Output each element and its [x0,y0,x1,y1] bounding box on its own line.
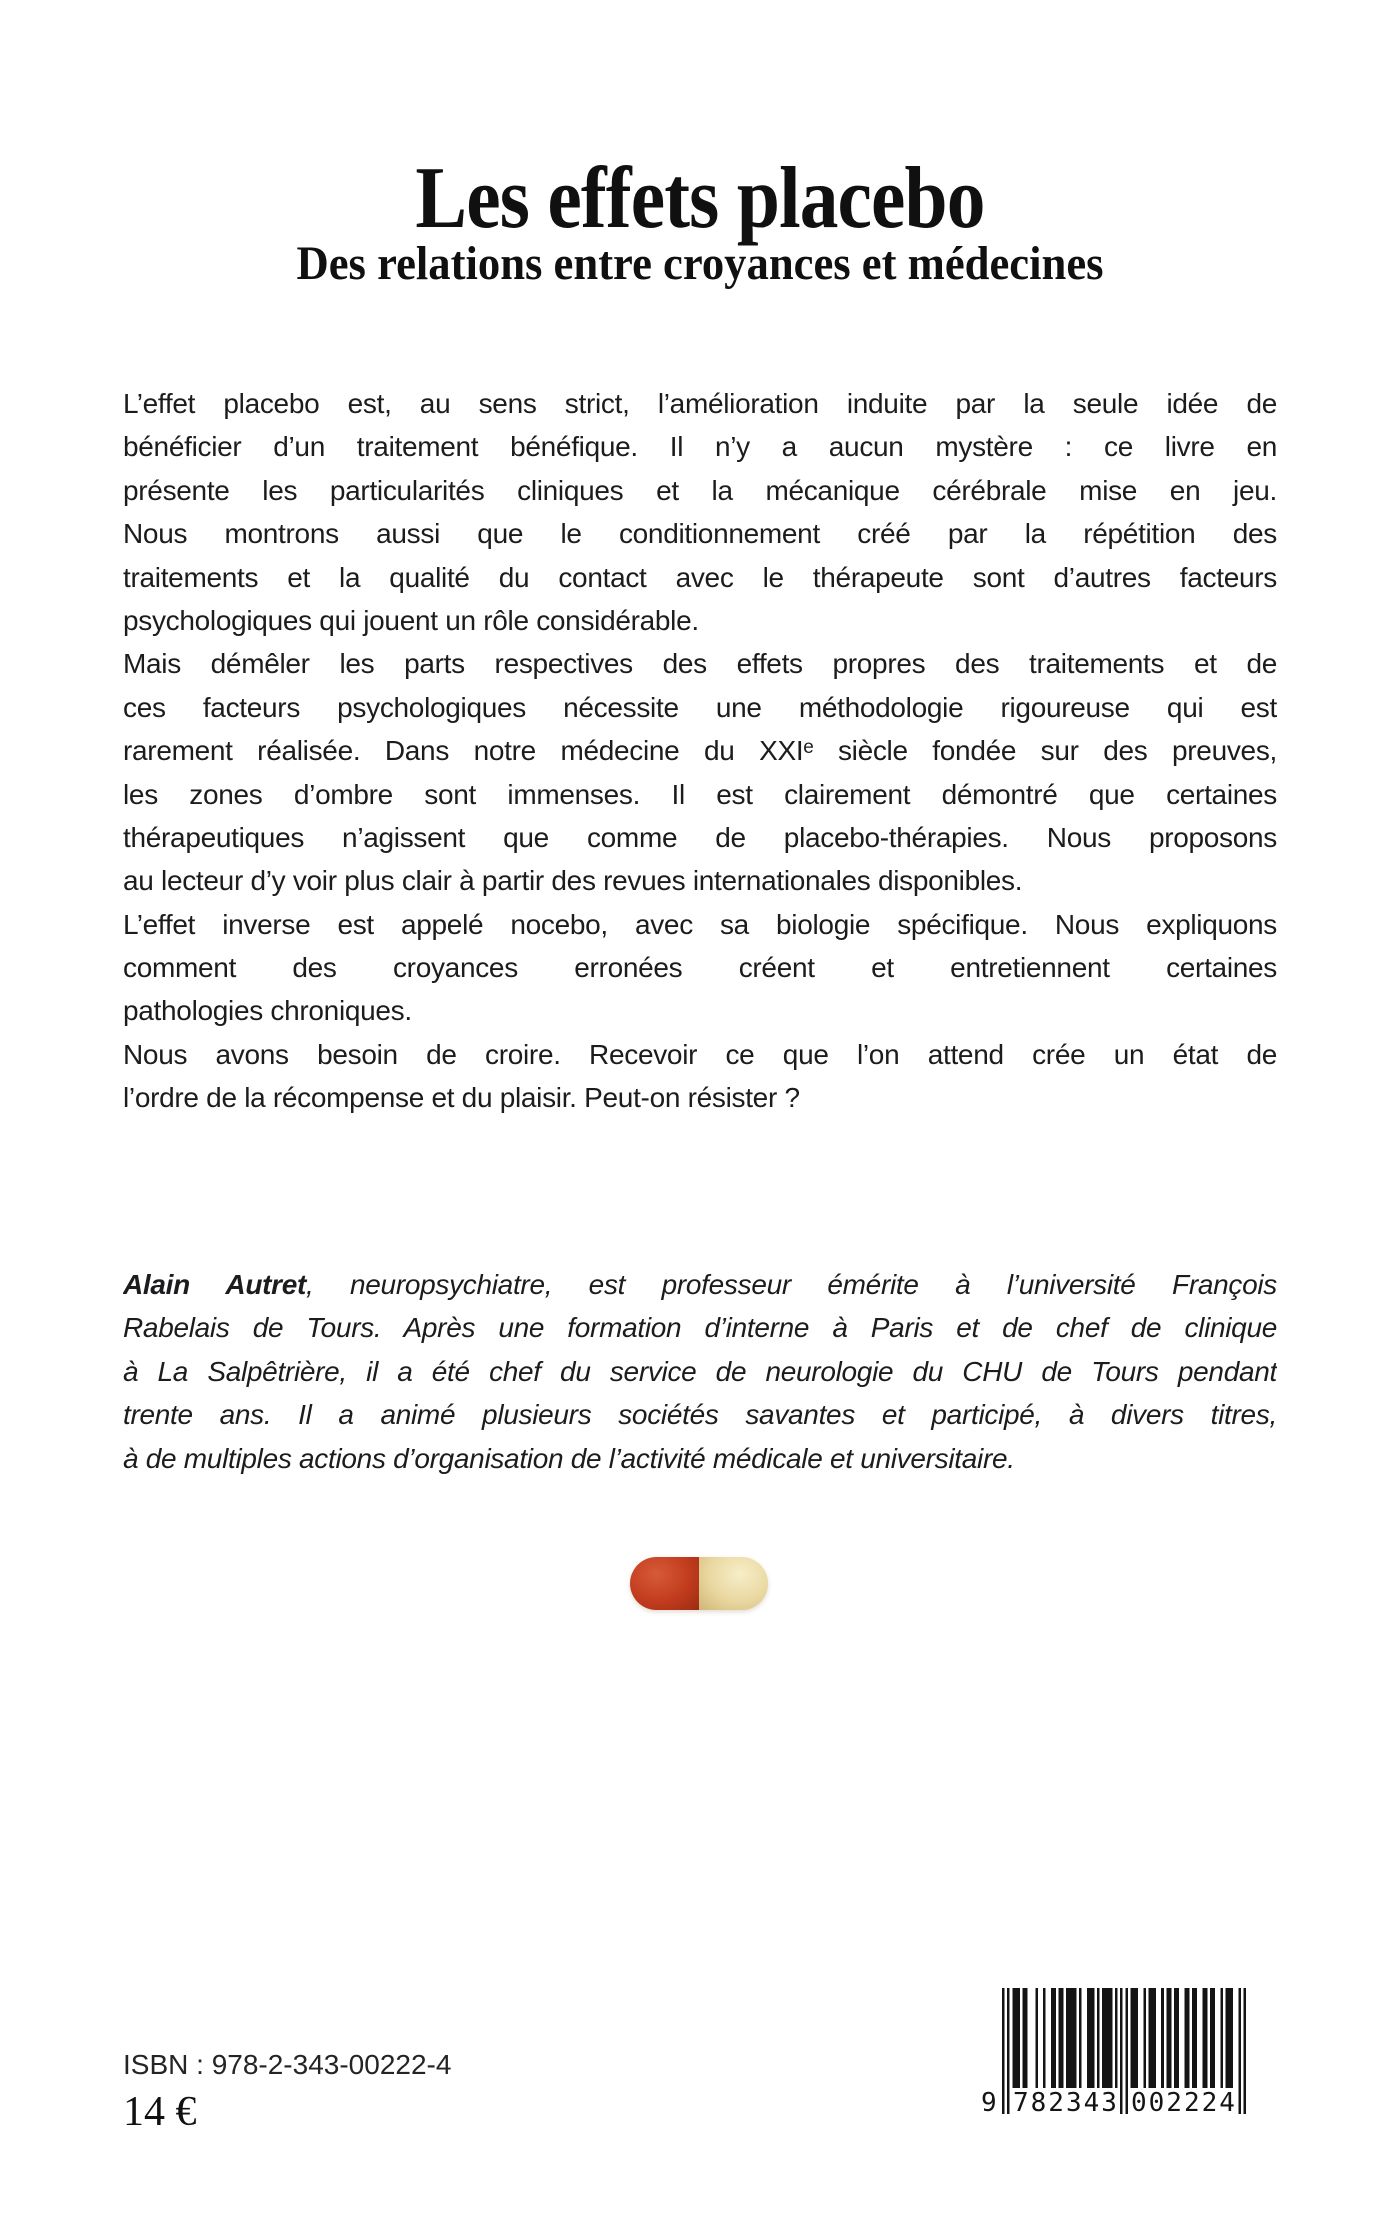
synopsis-line: Nous avons besoin de croire. Recevoir ce que l’on attend crée un état de [123,1038,1277,1070]
author-bio-text: , neuropsychiatre, est professeur émérite à l’université François [306,1269,1277,1300]
synopsis-line: pathologies chroniques. [123,995,412,1027]
synopsis-line: psychologiques qui jouent un rôle considérable. [123,604,699,636]
synopsis-line: thérapeutiques n’agissent que comme de placebo-thérapies. Nous proposons [123,821,1277,853]
synopsis-line: au lecteur d’y voir plus clair à partir des revues internationales disponibles. [123,865,1023,897]
author-bio-line: à La Salpêtrière, il a été chef du service de neurologie du CHU de Tours pendant [123,1355,1277,1387]
synopsis-line: l’ordre de la récompense et du plaisir. Peut-on résister ? [123,1082,800,1114]
synopsis-line: comment des croyances erronées créent et entretiennent certaines [123,952,1277,984]
author-bio-line: trente ans. Il a animé plusieurs sociétés savantes et participé, à divers titres, [123,1399,1277,1431]
synopsis-line: ces facteurs psychologiques nécessite une méthodologie rigoureuse qui est [123,691,1277,723]
synopsis-line: Mais démêler les parts respectives des effets propres des traitements et de [123,648,1277,680]
author-bio [123,1263,1277,1480]
synopsis-line: Nous montrons aussi que le conditionnement créé par la répétition des [123,518,1277,550]
synopsis-line: L’effet placebo est, au sens strict, l’amélioration induite par la seule idée de [123,388,1277,419]
isbn-text: ISBN : 978-2-343-00222-4 [123,2049,452,2080]
synopsis-line: L’effet inverse est appelé nocebo, avec sa biologie spécifique. Nous expliquons [123,908,1277,940]
synopsis [123,382,1277,1120]
synopsis-line: traitements et la qualité du contact avec le thérapeute sont d’autres facteurs [123,561,1277,593]
barcode-digits-left: 782343 [1013,2088,1119,2118]
author-bio-line [123,1263,1277,1306]
author-bio-line: Rabelais de Tours. Après une formation d’interne à Paris et de chef de clinique [123,1312,1277,1344]
author-name: Alain Autret [123,1269,307,1300]
pill-red-half [630,1557,699,1610]
price-text: 14 € [123,2089,197,2135]
synopsis-line: bénéficier d’un traitement bénéfique. Il n’y a aucun mystère : ce livre en [123,431,1277,463]
author-bio-line: à de multiples actions d’organisation de l’activité médicale et universitaire. [123,1442,1015,1474]
book-title: Les effets placebo [415,150,985,247]
synopsis-line: rarement réalisée. Dans notre médecine du XXIᵉ siècle fondée sur des preuves, [123,735,1277,767]
book-subtitle: Des relations entre croyances et médecines [296,237,1104,290]
pill-cream-half [699,1557,768,1610]
barcode-digit-lead: 9 [981,2088,999,2118]
synopsis-line: présente les particularités cliniques et la mécanique cérébrale mise en jeu. [123,474,1277,506]
synopsis-line: les zones d’ombre sont immenses. Il est clairement démontré que certaines [123,778,1277,810]
pill-capsule-image [630,1557,768,1610]
barcode [981,1988,1246,2138]
barcode-digits-right: 002224 [1131,2088,1237,2118]
